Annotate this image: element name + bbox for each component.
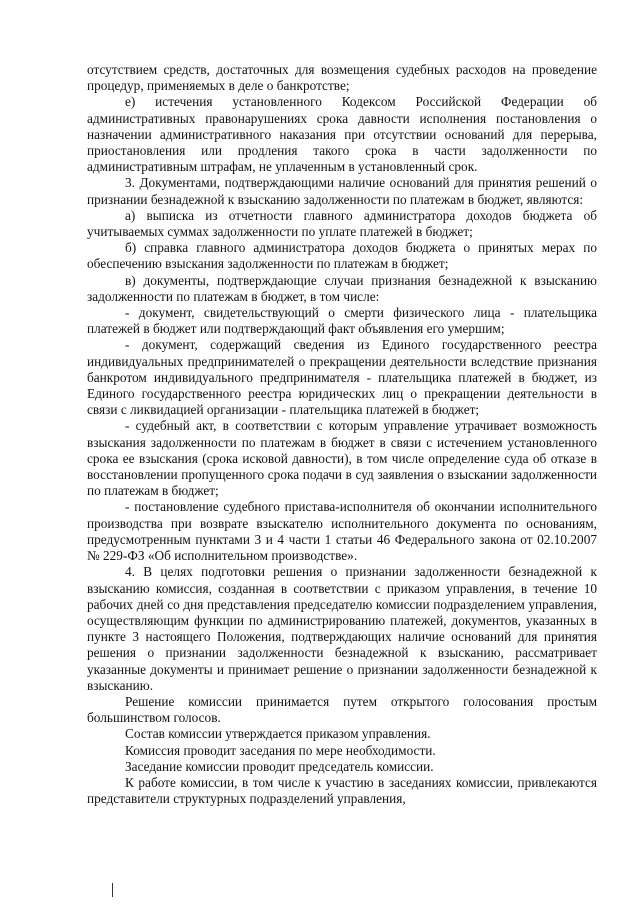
paragraph-commission-participants: К работе комиссии, в том числе к участию в заседаниях комиссии, привлекаются представители структурных подразделений управления, [87, 774, 597, 807]
document-body [87, 62, 597, 807]
paragraph-dash-registry-document: - документ, содержащий сведения из Единого государственного реестра индивидуальных предпринимателей о прекращении деятельности вследствие признания банкротом индивидуального предпринимателя - плательщика платежей в бюджет, из Единого государственного реестра юридических лиц о прекращении деятельности в связи с ликвидацией организации - плательщика платежей в бюджет; [87, 337, 597, 418]
paragraph-dash-court-act: - судебный акт, в соответствии с которым управление утрачивает возможность взыскания задолженности по платежам в бюджет в связи с истечением установленного срока ее взыскания (срока исковой давности), в том числе определение суда об отказе в восстановлении пропущенного срока подачи в суд заявления о взыскании задолженности по платежам в бюджет; [87, 418, 597, 499]
paragraph-item-v: в) документы, подтверждающие случаи признания безнадежной к взысканию задолженности по платежам в бюджет, в том числе: [87, 272, 597, 304]
paragraph-item-b: б) справка главного администратора доходов бюджета о принятых мерах по обеспечению взыскания задолженности по платежам в бюджет; [87, 240, 597, 272]
scan-mark [112, 883, 113, 897]
paragraph-commission-chair: Заседание комиссии проводит председатель комиссии. [125, 758, 434, 774]
paragraph-section-3: 3. Документами, подтверждающими наличие оснований для принятия решений о признании безнадежной к взысканию задолженности по платежам в бюджет, являются: [87, 175, 597, 207]
paragraph-commission-composition: Состав комиссии утверждается приказом управления. [125, 726, 431, 742]
paragraph-dash-death-document: - документ, свидетельствующий о смерти физического лица - плательщика платежей в бюджет или подтверждающий факт объявления его умершим; [87, 305, 597, 337]
paragraph-bankruptcy-costs: отсутствием средств, достаточных для возмещения судебных расходов на проведение процедур, применяемых в деле о банкротстве; [87, 62, 597, 94]
paragraph-decision-voting: Решение комиссии принимается путем открытого голосования простым большинством голосов. [87, 693, 597, 726]
paragraph-item-a: а) выписка из отчетности главного администратора доходов бюджета об учитываемых суммах задолженности по уплате платежей в бюджет; [87, 207, 597, 240]
paragraph-item-e: е) истечения установленного Кодексом Российской Федерации об административных правонарушениях срока давности исполнения постановления о назначении административного наказания при отсутствии оснований для перерыва, приостановления или продления такого срока в части задолженности по административным штрафам, не уплаченным в установленный срок. [87, 94, 597, 175]
paragraph-dash-bailiff-resolution: - постановление судебного пристава-исполнителя об окончании исполнительного производства при возврате взыскателю исполнительного документа по основаниям, предусмотренным пунктами 3 и 4 части 1 статьи 46 Федерального закона от 02.10.2007 № 229-ФЗ «Об исполнительном производстве». [87, 499, 597, 564]
paragraph-commission-meetings: Комиссия проводит заседания по мере необходимости. [125, 742, 436, 758]
paragraph-section-4: 4. В целях подготовки решения о признании задолженности безнадежной к взысканию комиссия, созданная в соответствии с приказом управления, в течение 10 рабочих дней со дня представления председателю комиссии подразделением управления, осуществляющим функции по администрированию платежей, документов, указанных в пункте 3 настоящего Положения, подтверждающих наличие оснований для принятия решения о признании задолженности безнадежной к взысканию, рассматривает указанные документы и принимает решение о признании задолженности безнадежной к взысканию. [87, 564, 597, 693]
